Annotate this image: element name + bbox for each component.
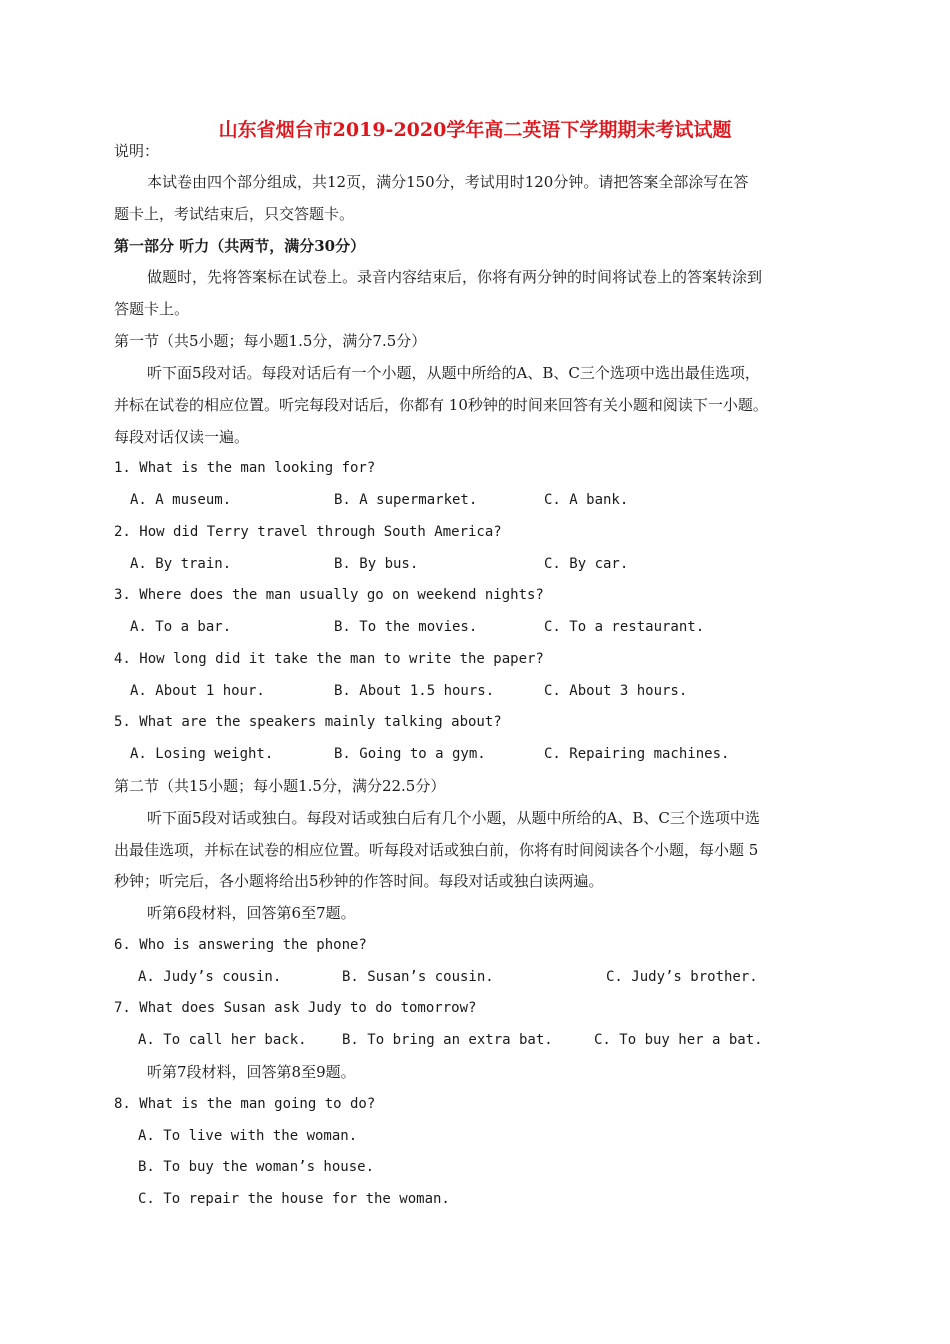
option-1c: C. A bank.	[544, 492, 629, 508]
option-7b: B. To bring an extra bat.	[342, 1032, 553, 1048]
section1-paragraph: 听下面5段对话。每段对话后有一个小题，从题中所给的A、B、C三个选项中选出最佳选项，	[147, 364, 760, 382]
option-5b: B. Going to a gym.	[334, 746, 486, 762]
option-4c: C. About 3 hours.	[544, 683, 688, 699]
option-7a: A. To call her back.	[138, 1032, 307, 1048]
question-6: 6. Who is answering the phone?	[114, 937, 367, 953]
part1-paragraph-cont: 答题卡上。	[114, 300, 190, 318]
option-4b: B. About 1.5 hours.	[334, 683, 495, 699]
option-2a: A. By train.	[130, 556, 232, 572]
option-3b: B. To the movies.	[334, 619, 478, 635]
question-7: 7. What does Susan ask Judy to do tomorrow?	[114, 1000, 477, 1016]
option-6a: A. Judy’s cousin.	[138, 969, 282, 985]
option-8c: C. To repair the house for the woman.	[138, 1191, 450, 1207]
section2-paragraph-cont2: 秒钟；听完后，各小题将给出5秒钟的作答时间。每段对话或独白读两遍。	[114, 872, 604, 890]
option-8b: B. To buy the woman’s house.	[138, 1159, 375, 1175]
part1-heading: 第一部分 听力（共两节，满分30分）	[114, 237, 366, 255]
question-1: 1. What is the man looking for?	[114, 460, 376, 476]
page-title: 山东省烟台市2019-2020学年高二英语下学期期末考试试题	[218, 119, 732, 141]
question-5: 5. What are the speakers mainly talking about?	[114, 714, 502, 730]
section1-paragraph-cont2: 每段对话仅读一遍。	[114, 428, 250, 446]
question-4: 4. How long did it take the man to write the paper?	[114, 651, 544, 667]
question-3: 3. Where does the man usually go on weekend nights?	[114, 587, 544, 603]
section2-paragraph: 听下面5段对话或独白。每段对话或独白后有几个小题，从题中所给的A、B、C三个选项中选	[147, 809, 760, 827]
intro-label: 说明：	[114, 142, 160, 160]
question-8: 8. What is the man going to do?	[114, 1096, 376, 1112]
option-6c: C. Judy’s brother.	[606, 969, 758, 985]
option-5c: C. Repairing machines.	[544, 746, 730, 762]
material-6-instruction: 听第6段材料，回答第6至7题。	[147, 904, 356, 922]
option-5a: A. Losing weight.	[130, 746, 274, 762]
section1-paragraph-cont1: 并标在试卷的相应位置。听完每段对话后，你都有 10秒钟的时间来回答有关小题和阅读下一小题。	[114, 396, 768, 414]
option-6b: B. Susan’s cousin.	[342, 969, 494, 985]
option-1a: A. A museum.	[130, 492, 232, 508]
option-2b: B. By bus.	[334, 556, 419, 572]
option-3c: C. To a restaurant.	[544, 619, 705, 635]
option-2c: C. By car.	[544, 556, 629, 572]
material-7-instruction: 听第7段材料，回答第8至9题。	[147, 1063, 356, 1081]
part1-paragraph: 做题时，先将答案标在试卷上。录音内容结束后，你将有两分钟的时间将试卷上的答案转涂到	[147, 268, 763, 286]
option-4a: A. About 1 hour.	[130, 683, 265, 699]
option-1b: B. A supermarket.	[334, 492, 478, 508]
section2-paragraph-cont1: 出最佳选项，并标在试卷的相应位置。听每段对话或独白前，你将有时间阅读各个小题，每小题 5	[114, 841, 759, 859]
option-7c: C. To buy her a bat.	[594, 1032, 763, 1048]
option-3a: A. To a bar.	[130, 619, 232, 635]
intro-paragraph-cont: 题卡上，考试结束后，只交答题卡。	[114, 205, 355, 223]
option-8a: A. To live with the woman.	[138, 1128, 358, 1144]
section1-heading: 第一节（共5小题；每小题1.5分，满分7.5分）	[114, 332, 427, 350]
section2-heading: 第二节（共15小题；每小题1.5分，满分22.5分）	[114, 777, 446, 795]
question-2: 2. How did Terry travel through South America?	[114, 524, 502, 540]
intro-paragraph: 本试卷由四个部分组成，共12页，满分150分，考试用时120分钟。请把答案全部涂写在答	[147, 173, 749, 191]
